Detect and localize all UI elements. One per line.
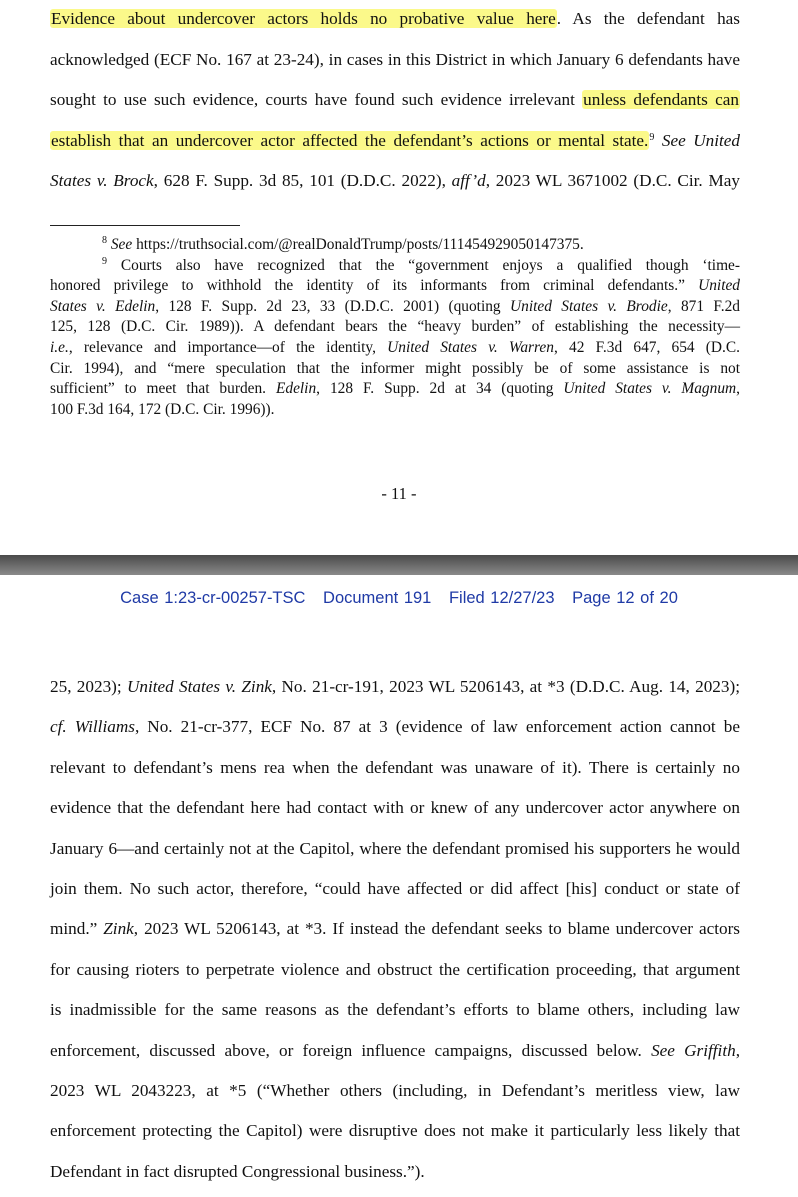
text-run: , 871 F.2d <box>667 297 740 315</box>
text-run: States v. Edelin <box>50 297 156 315</box>
highlighted-text: Evidence about undercover actors holds no probative value here <box>51 9 556 28</box>
text-run: sufficient” to meet that burden. <box>50 380 276 398</box>
text-run: enforcement protecting the Capitol) were disruptive does not make it particularly less likely that <box>50 1121 740 1141</box>
text-run: 100 F.3d 164, 172 (D.C. Cir. 1996)). <box>50 400 275 418</box>
page-of-pages: Page 12 of 20 <box>572 589 678 607</box>
text-run: , No. 21-cr-377, ECF No. 87 at 3 (evidence of law enforcement action cannot be <box>134 717 740 737</box>
page-11 <box>0 0 798 555</box>
text-run: Cir. 1994), and “mere speculation that the informer might possibly be of some assistance is not <box>50 359 740 377</box>
text-run: , <box>735 1040 740 1060</box>
text-run: aff’d <box>451 171 486 190</box>
footnote-marker: 9 <box>102 255 107 267</box>
footnote-marker: 9 <box>649 131 655 143</box>
document-number: Document 191 <box>323 589 432 607</box>
text-run: 2023 WL 2043223, at *5 (“Whether others (including, in Defendant’s meritless view, law <box>50 1081 740 1100</box>
body-line <box>50 1039 740 1063</box>
footnote-line <box>50 297 740 316</box>
text-run: See Griffith <box>651 1040 736 1060</box>
body-line <box>50 1160 740 1184</box>
text-run: enforcement, discussed above, or foreign influence campaigns, discussed below. <box>50 1040 652 1060</box>
text-run: , relevance and importance—of the identity, <box>68 339 388 356</box>
text-run: , No. 21-cr-191, 2023 WL 5206143, at *3 (D.D.C. Aug. 14, 2023); <box>271 677 740 696</box>
body-line <box>50 796 740 820</box>
page-number: - 11 - <box>381 484 417 503</box>
text-run: , 128 F. Supp. 2d 23, 33 (D.D.C. 2001) (quoting <box>155 297 511 315</box>
text-run: United States v. Magnum <box>563 380 737 398</box>
text-run: January 6—and certainly not at the Capitol, where the defendant promised his supporters he would <box>50 838 740 858</box>
text-run: i.e. <box>50 339 69 356</box>
text-run: honored privilege to withhold the identity of its informants from criminal defendants.” <box>50 277 699 295</box>
body-line <box>50 917 740 941</box>
text-run <box>654 131 662 150</box>
footnote-separator <box>50 225 240 226</box>
text-run: , 2023 WL 3671002 (D.C. Cir. May <box>485 171 740 190</box>
footnote-line <box>102 256 740 275</box>
page-12 <box>0 575 798 1197</box>
text-run: acknowledged (ECF No. 167 at 23-24), in cases in this District in which January 6 defendants have <box>50 49 740 69</box>
body-line <box>50 756 740 780</box>
footnote-line <box>50 400 740 419</box>
text-run: for causing rioters to perpetrate violence and obstruct the certification proceeding, that argument <box>50 959 740 979</box>
text-run: is inadmissible for the same reasons as the defendant’s efforts to blame others, including law <box>50 1000 740 1020</box>
text-run: Zink <box>103 919 134 939</box>
text-run: United States v. Brodie <box>510 297 668 315</box>
body-line <box>50 837 740 861</box>
body-line <box>50 715 740 739</box>
body-line <box>50 7 740 31</box>
text-run: relevant to defendant’s mens rea when the defendant was unaware of it). There is certainly no <box>50 757 740 777</box>
text-run: Edelin <box>275 380 317 398</box>
case-header <box>0 587 798 609</box>
footnote-line <box>50 379 740 398</box>
filed-date: Filed 12/27/23 <box>448 589 555 607</box>
page-divider <box>0 555 798 575</box>
footnote-line <box>50 338 740 357</box>
footnote-line <box>50 276 740 295</box>
footnote-line <box>102 235 740 254</box>
text-run: United <box>698 277 740 295</box>
text-run: 25, 2023); <box>50 677 127 696</box>
text-run: Courts also have recognized that the “government enjoys a qualified though ‘time- <box>107 256 740 274</box>
text-run: https://truthsocial.com/@realDonaldTrump/posts/111454929050147375. <box>132 236 584 253</box>
body-line <box>50 169 740 193</box>
body-line <box>50 998 740 1022</box>
body-line <box>50 1119 740 1143</box>
text-run: sought to use such evidence, courts have found such evidence irrelevant <box>50 90 583 109</box>
case-number: Case 1:23-cr-00257-TSC <box>120 589 306 607</box>
body-line <box>50 48 740 72</box>
highlighted-text: establish that an undercover actor affected the defendant’s actions or mental state. <box>51 130 649 150</box>
body-line <box>50 88 740 112</box>
body-line <box>50 877 740 901</box>
highlighted-text: unless defendants can <box>583 90 739 109</box>
text-run: See <box>110 236 133 253</box>
footnote-marker: 8 <box>102 235 107 246</box>
body-line <box>50 675 740 699</box>
text-run: , 128 F. Supp. 2d at 34 (quoting <box>316 380 564 398</box>
text-run: , 42 F.3d 647, 654 (D.C. <box>553 339 740 356</box>
text-run: cf. Williams <box>50 717 135 737</box>
text-run: , 2023 WL 5206143, at *3. If instead the defendant seeks to blame undercover actors <box>133 919 740 939</box>
text-run: , 628 F. Supp. 3d 85, 101 (D.D.C. 2022), <box>153 171 452 190</box>
text-run: United States v. Warren <box>387 339 554 356</box>
body-line <box>50 1079 740 1103</box>
footnote-line <box>50 359 740 378</box>
text-run: States v. Brock <box>50 171 154 190</box>
body-line <box>50 129 740 153</box>
text-run: Defendant in fact disrupted Congressional business.”). <box>50 1161 425 1181</box>
text-run: evidence that the defendant here had contact with or knew of any undercover actor anywhere on <box>50 798 740 818</box>
text-run: , <box>736 380 740 398</box>
footnote-line <box>50 317 740 336</box>
body-line <box>50 958 740 982</box>
text-run: United States v. Zink <box>126 677 272 696</box>
text-run: See United <box>661 130 740 150</box>
text-run: . As the defendant has <box>556 9 740 28</box>
text-run: mind.” <box>50 919 104 939</box>
text-run: join them. No such actor, therefore, “could have affected or did affect [his] conduct or state of <box>50 879 740 898</box>
text-run: 125, 128 (D.C. Cir. 1989)). A defendant bears the “heavy burden” of establishing the necessity— <box>50 318 740 336</box>
